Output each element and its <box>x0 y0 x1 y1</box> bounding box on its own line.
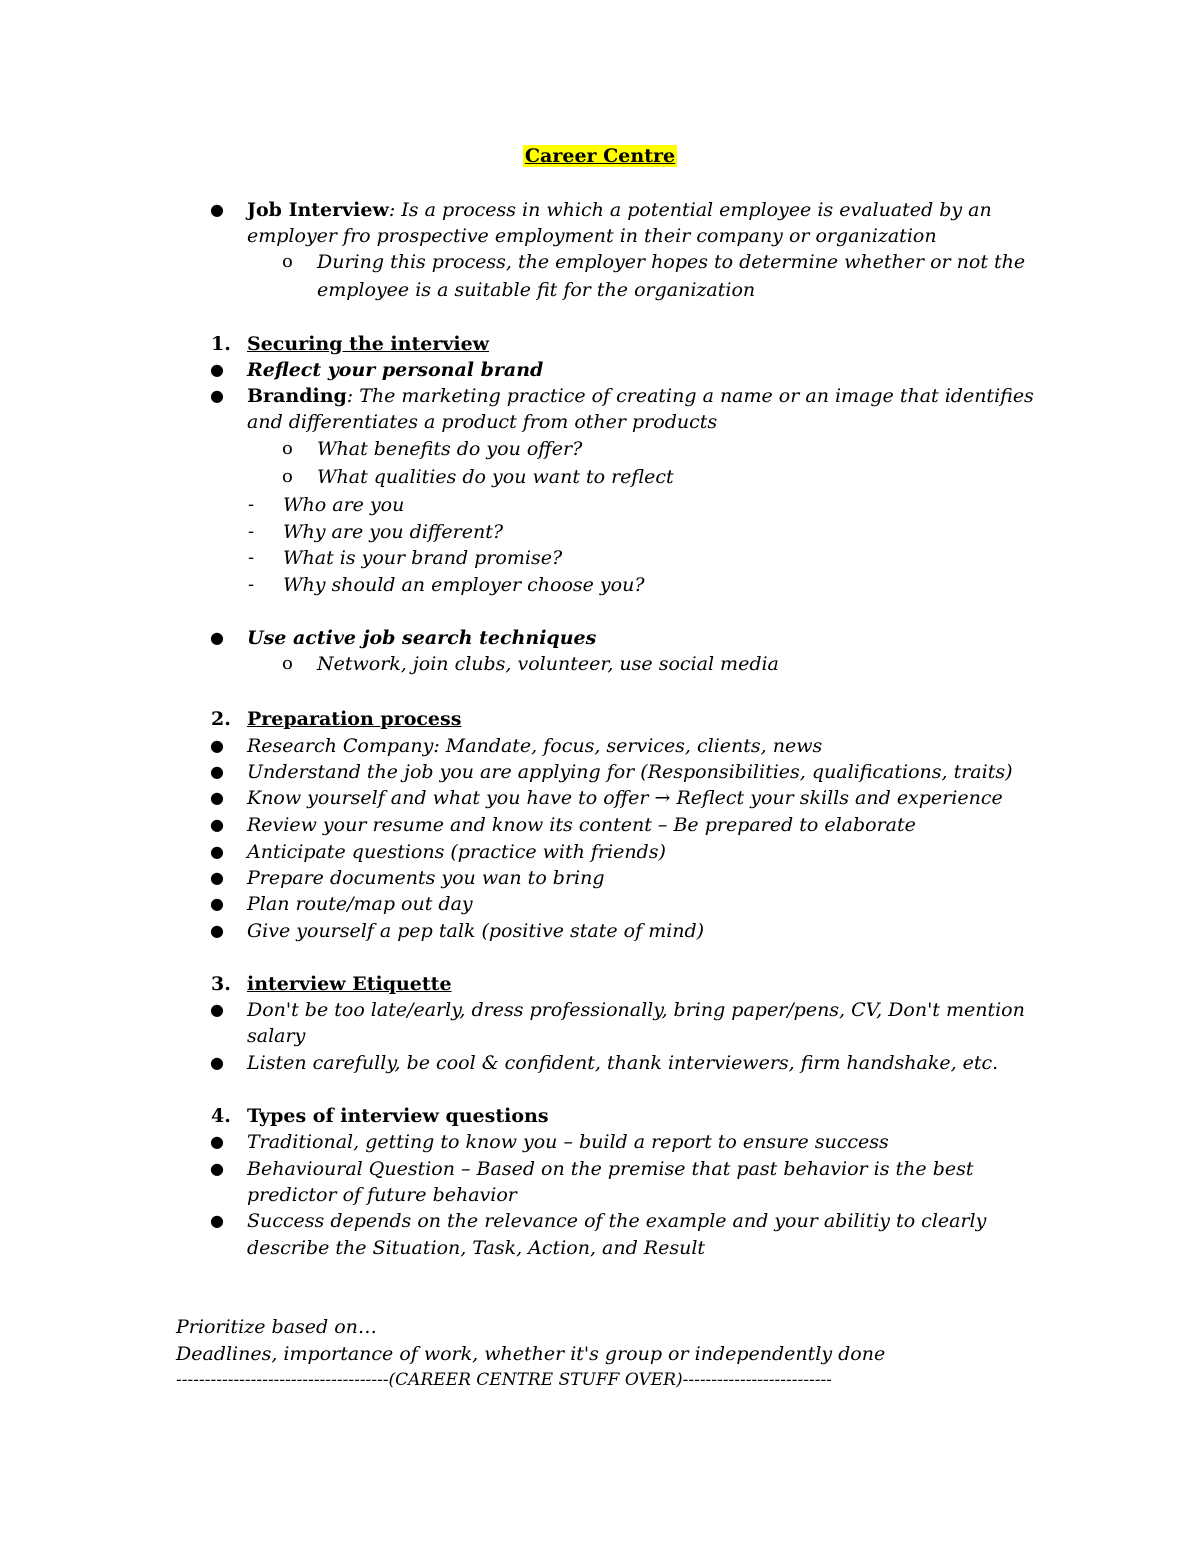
prioritize-text: Prioritize based on… <box>176 1316 377 1338</box>
dash-bullet-icon: - <box>248 574 255 595</box>
section-number: 1. <box>211 333 231 355</box>
list-item: Review your resume and know its content – Be prepared to elaborate <box>247 814 916 836</box>
dash-bullet-icon: - <box>248 521 255 542</box>
list-item: Why should an employer choose you? <box>283 574 645 596</box>
section-heading: Types of interview questions <box>247 1105 549 1127</box>
list-item-cont: predictor of future behavior <box>247 1184 517 1206</box>
list-item: What benefits do you offer? <box>317 438 583 460</box>
list-item: Use active job search techniques <box>247 627 597 649</box>
bullet-icon: ● <box>210 1211 224 1230</box>
section-number: 2. <box>211 708 231 730</box>
bullet-icon: ● <box>210 386 224 405</box>
job-interview-subpoint-cont: employee is a suitable fit for the organization <box>317 279 756 301</box>
bullet-icon: ● <box>210 1159 224 1178</box>
dash-bullet-icon: - <box>248 494 255 515</box>
list-item: Success depends on the relevance of the example and your abilitiy to clearly <box>247 1210 987 1232</box>
list-item: Give yourself a pep talk (positive state of mind) <box>247 920 705 942</box>
list-item: Listen carefully, be cool & confident, thank interviewers, firm handshake, etc. <box>247 1052 999 1074</box>
list-item: Know yourself and what you have to offer → Reflect your skills and experience <box>247 787 1003 809</box>
list-item: Reflect your personal brand <box>247 359 544 381</box>
branding-definition-cont: and differentiates a product from other products <box>247 411 718 433</box>
bullet-icon: ● <box>210 815 224 834</box>
list-item: Who are you <box>283 494 405 516</box>
job-interview-definition: Job Interview: Is a process in which a potential employee is evaluated by an <box>247 199 992 221</box>
list-item: Why are you different? <box>283 521 504 543</box>
section-heading: interview Etiquette <box>247 973 452 995</box>
list-item: Anticipate questions (practice with friends) <box>247 841 666 863</box>
circle-bullet-icon: o <box>282 653 293 674</box>
branding-definition: Branding: The marketing practice of creating a name or an image that identifies <box>247 385 1034 407</box>
list-item: What is your brand promise? <box>283 547 563 569</box>
job-interview-definition-cont: employer fro prospective employment in their company or organization <box>247 225 937 247</box>
section-heading: Preparation process <box>247 708 462 730</box>
bullet-icon: ● <box>210 894 224 913</box>
deadlines-text: Deadlines, importance of work, whether it's group or independently done <box>176 1343 886 1365</box>
bullet-icon: ● <box>210 360 224 379</box>
bullet-icon: ● <box>210 762 224 781</box>
list-item: Network, join clubs, volunteer, use social media <box>317 653 779 675</box>
bullet-icon: ● <box>210 200 224 219</box>
circle-bullet-icon: o <box>282 251 293 272</box>
list-item: Behavioural Question – Based on the premise that past behavior is the best <box>247 1158 974 1180</box>
dash-bullet-icon: - <box>248 547 255 568</box>
bullet-icon: ● <box>210 736 224 755</box>
bullet-icon: ● <box>210 1000 224 1019</box>
bullet-icon: ● <box>210 1053 224 1072</box>
list-item-cont: describe the Situation, Task, Action, and Result <box>247 1237 706 1259</box>
list-item-cont: salary <box>247 1025 306 1047</box>
section-divider: -------------------------------------(CAREER CENTRE STUFF OVER)-------------------------- <box>176 1370 832 1390</box>
section-number: 4. <box>211 1105 231 1127</box>
list-item: Don't be too late/early, dress professionally, bring paper/pens, CV, Don't mention <box>247 999 1025 1021</box>
list-item: Traditional, getting to know you – build a report to ensure success <box>247 1131 889 1153</box>
bullet-icon: ● <box>210 868 224 887</box>
list-item: Plan route/map out day <box>247 893 473 915</box>
list-item: Research Company: Mandate, focus, services, clients, news <box>247 735 823 757</box>
circle-bullet-icon: o <box>282 466 293 487</box>
list-item: What qualities do you want to reflect <box>317 466 674 488</box>
section-heading: Securing the interview <box>247 333 490 355</box>
section-number: 3. <box>211 973 231 995</box>
bullet-icon: ● <box>210 921 224 940</box>
job-interview-subpoint: During this process, the employer hopes to determine whether or not the <box>317 251 1026 273</box>
bullet-icon: ● <box>210 628 224 647</box>
list-item: Understand the job you are applying for (Responsibilities, qualifications, traits) <box>247 761 1013 783</box>
list-item: Prepare documents you wan to bring <box>247 867 605 889</box>
bullet-icon: ● <box>210 842 224 861</box>
page-title: Career Centre <box>524 145 676 167</box>
circle-bullet-icon: o <box>282 438 293 459</box>
bullet-icon: ● <box>210 788 224 807</box>
bullet-icon: ● <box>210 1132 224 1151</box>
